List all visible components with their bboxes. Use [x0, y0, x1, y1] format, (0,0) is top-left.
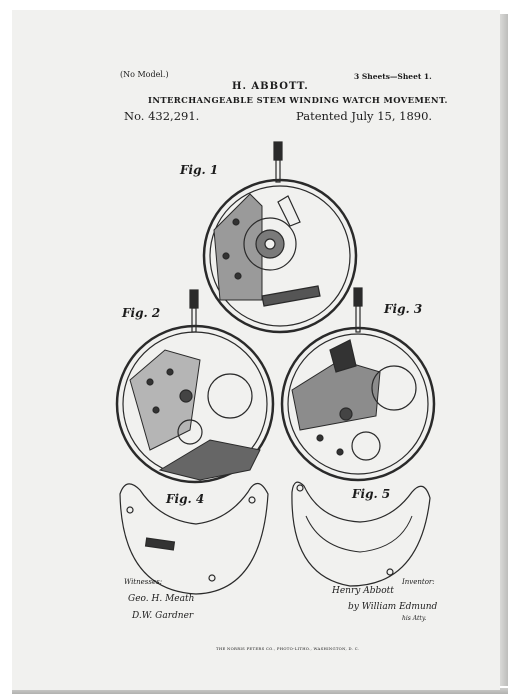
inventor-label: Inventor: [402, 578, 435, 586]
attorney-signature: by William Edmund [348, 602, 438, 612]
no-model-label: (No Model.) [120, 70, 169, 79]
attorney-subscript: his Atty. [402, 615, 427, 622]
witness-signature-2: D.W. Gardner [132, 611, 194, 621]
fig1-watch-drawing [204, 142, 356, 332]
inventor-signature: Henry Abbott [332, 586, 394, 596]
witnesses-label: Witnesses: [124, 578, 163, 586]
sheets-label: 3 Sheets—Sheet 1. [354, 72, 432, 81]
patent-title: INTERCHANGEABLE STEM WINDING WATCH MOVEMENT. [148, 95, 448, 105]
fig5-label: Fig. 5 [352, 487, 391, 501]
patent-number: No. 432,291. [124, 109, 200, 123]
fig3-label: Fig. 3 [384, 302, 423, 316]
fig2-label: Fig. 2 [122, 306, 161, 320]
fig1-label: Fig. 1 [180, 163, 219, 177]
witness-signature-1: Geo. H. Meath [128, 594, 195, 604]
fig4-label: Fig. 4 [166, 492, 205, 506]
fig3-watch-drawing [282, 288, 434, 480]
inventor-name: H. ABBOTT. [232, 81, 309, 92]
printer-credit: THE NORRIS PETERS CO., PHOTO-LITHO., WASHINGTON, D. C. [216, 646, 360, 651]
patent-date: Patented July 15, 1890. [296, 109, 433, 123]
